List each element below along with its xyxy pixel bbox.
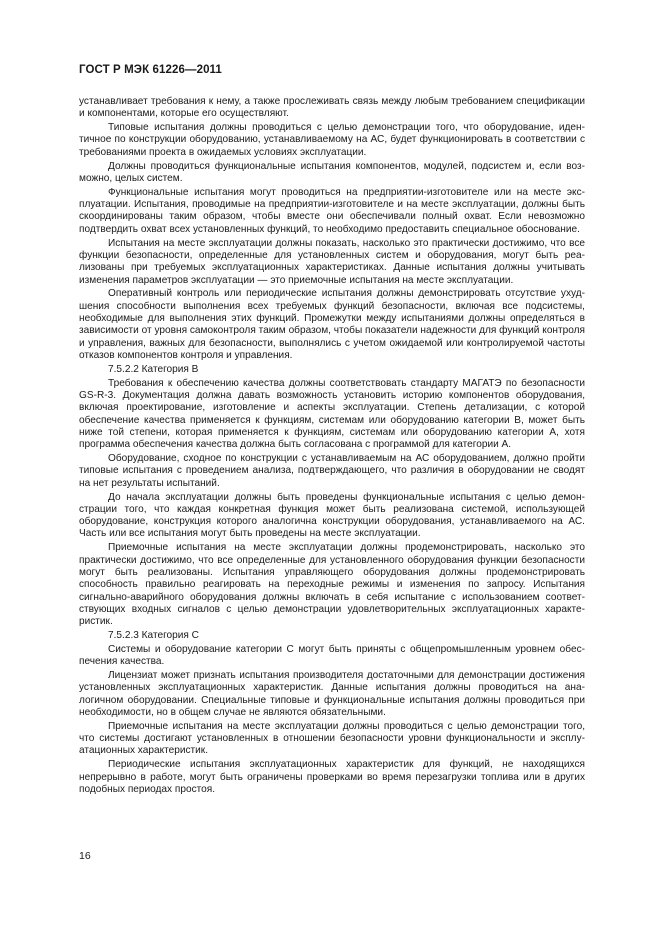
document-body (79, 96, 585, 798)
paragraph: До начала эксплуатации должны быть проведены функциональные испытания с целью демонстрации того, что каждая конкретная функция может быть реализована системой, использующей оборудование, конструкция которого аналогична конструкции оборудования, устанавливаемого на АС. Часть или все испытания могут быть проведены на месте эксплуатации. (79, 491, 585, 540)
paragraph: Испытания на месте эксплуатации должны показать, насколько это практически достижимо, что все функции безопасности, определенные для установленных систем и оборудования, могут быть реализованы при требуемых эксплуатационных характеристиках. Данные испытания должны учитывать изменения параметров эксплуатации — это приемочные испытания на месте эксплуатации. (79, 237, 585, 286)
paragraph: Приемочные испытания на месте эксплуатации должны продемонстрировать, насколько это практически достижимо, что все определенные для установленного оборудования функции безопасности могут быть реализованы. Испытания управляющего оборудования должны продемонстрировать способность правильно реагировать на переходные режимы и изменения по запросу. Испытания сигнально-аварийного оборудования должны включать в себя испытание с использованием соответствующих входных сигналов с целью демонстрации удовлетворительных эксплуатационных характеристик. (79, 542, 585, 628)
document-header: ГОСТ Р МЭК 61226—2011 (79, 64, 222, 76)
paragraph: Периодические испытания эксплуатационных характеристик для функций, не находящихся непрерывно в работе, могут быть ограничены проверками во время перезагрузки топлива или в других подобных периодах простоя. (79, 759, 585, 795)
paragraph: устанавливает требования к нему, а также прослеживать связь между любым требованием спецификации и компонентами, которые его осуществляют. (79, 96, 585, 120)
paragraph: Оперативный контроль или периодические испытания должны демонстрировать отсутствие ухудшения способности выполнения всех требуемых функций безопасности, включая все подсистемы, необходимые для выполнения этих функций. Промежутки между испытаниями должны определяться в зависимости от уровня самоконтроля таким образом, чтобы показатели надежности для функций контроля и управления, важных для безопасности, выполнялись с учетом ожидаемой или контролируемой частоты отказов компонентов контроля и управления. (79, 288, 585, 361)
paragraph: Должны проводиться функциональные испытания компонентов, модулей, подсистем и, если возможно, целых систем. (79, 160, 585, 184)
paragraph: Лицензиат может признать испытания производителя достаточными для демонстрации достижения установленных эксплуатационных характеристик. Данные испытания должны проводиться на аналогичном оборудовании. Специальные типовые и функциональные испытания должны проводиться при необходимости, но в общем случае не являются обязательными. (79, 670, 585, 718)
paragraph: Функциональные испытания могут проводиться на предприятии-изготовителе или на месте эксплуатации. Испытания, проводимые на предприятии-изготовителе и на месте эксплуатации, должны быть скоординированы таким образом, чтобы вместе они обеспечивали полный охват. Если невозможно подтвердить охват всех установленных функций, то необходимо предоставить специальное обоснование. (79, 186, 585, 235)
paragraph: Типовые испытания должны проводиться с целью демонстрации того, что оборудование, идентичное по конструкции оборудованию, устанавливаемому на АС, будет функционировать в соответствии с требованиями проекта в ожидаемых условиях эксплуатации. (79, 122, 585, 158)
paragraph: Системы и оборудование категории С могут быть приняты с общепромышленным уровнем обеспечения качества. (79, 643, 585, 668)
paragraph: Требования к обеспечению качества должны соответствовать стандарту МАГАТЭ по безопасности GS-R-3. Документация должна давать возможность установить историю компонентов оборудования, включая проектирование, изготовление и аспекты эксплуатации. Степень детализации, с которой обеспечение качества применяется к функциям, системам или оборудованию категории В, может быть ниже той степени, которая применяется к функциям, системам или оборудованию категории А, хотя программа обеспечения качества должна быть согласована с программой для категории А. (79, 377, 585, 451)
page-number: 16 (79, 850, 91, 862)
paragraph: Приемочные испытания на месте эксплуатации должны проводиться с целью демонстрации того, что системы достигают установленных в отношении безопасности уровни функциональности и эксплуатационных характеристик. (79, 720, 585, 757)
paragraph: Оборудование, сходное по конструкции с устанавливаемым на АС оборудованием, должно пройти типовые испытания с проведением анализа, подтверждающего, что различия в оборудовании не сводят на нет результаты испытаний. (79, 453, 585, 489)
section-heading: 7.5.2.3 Категория С (108, 630, 199, 641)
section-heading: 7.5.2.2 Категория В (108, 363, 199, 375)
